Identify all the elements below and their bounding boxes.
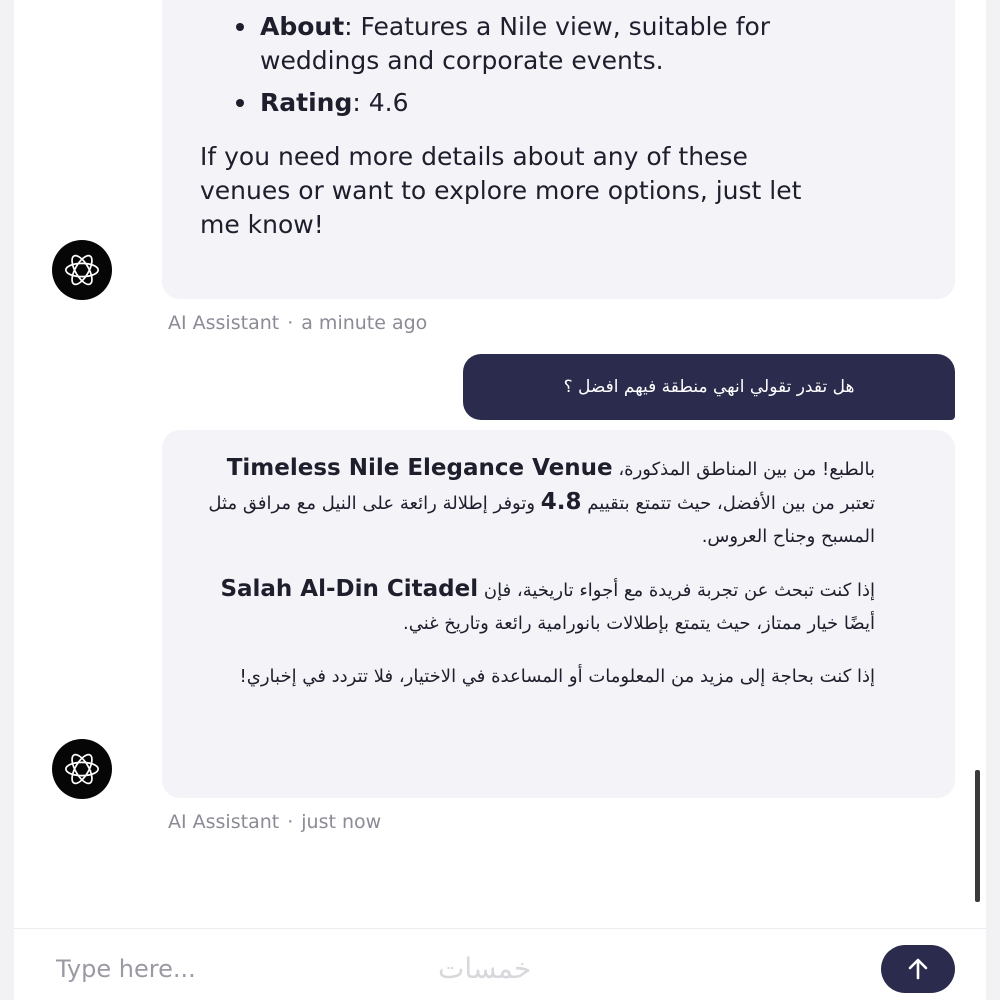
message-input[interactable]: [54, 954, 388, 984]
ai-message-bubble: [162, 0, 955, 299]
sender-name: AI Assistant: [168, 811, 280, 833]
message-meta: [168, 811, 381, 833]
text-run: إذا كنت بحاجة إلى مزيد من المعلومات أو المساعدة في الاختيار، فلا تتردد في إخباري!: [239, 666, 875, 687]
sender-name: AI Assistant: [168, 312, 280, 334]
user-message-text: هل تقدر تقولي انهي منطقة فيهم افضل ؟: [563, 377, 855, 397]
paragraph: [200, 452, 875, 553]
arrow-up-icon: [905, 956, 931, 982]
text-run: أيضًا خيار ممتاز، حيث يتمتع بإطلالات بانورامية رائعة وتاريخ غني.: [403, 613, 875, 634]
venue-detail-list: [162, 10, 820, 120]
atom-icon: [63, 251, 101, 289]
venue-name: Timeless Nile Elegance Venue: [226, 455, 613, 481]
item-label: Rating: [260, 88, 353, 117]
text-run: تعتبر من بين الأفضل، حيث تتمتع بتقييم: [587, 493, 875, 514]
watermark-logo: خمسات: [438, 952, 532, 985]
item-text: : 4.6: [352, 88, 409, 117]
venue-name: Salah Al-Din Citadel: [220, 576, 479, 602]
timestamp: just now: [301, 811, 382, 833]
meta-separator: ·: [287, 312, 294, 334]
text-run: وتوفر إطلالة رائعة على النيل مع مرافق مثل المسبح وجناح العروس.: [208, 493, 875, 547]
right-edge: [986, 0, 1000, 1000]
item-label: About: [260, 12, 345, 41]
item-text: : Features a Nile view, suitable for weddings and corporate events.: [260, 12, 771, 75]
rating-value: 4.8: [540, 489, 582, 515]
message-meta: [168, 312, 427, 334]
message-outro: If you need more details about any of these venues or want to explore more options, just let me know!: [200, 142, 802, 239]
paragraph: [200, 573, 875, 640]
ai-avatar: [52, 739, 112, 799]
ai-avatar: [52, 240, 112, 300]
user-message-bubble: [463, 354, 955, 420]
text-run: إذا كنت تبحث عن تجربة فريدة مع أجواء تاريخية، فإن: [483, 580, 875, 601]
list-item: [260, 86, 820, 120]
left-edge: [0, 0, 14, 1000]
timestamp: a minute ago: [301, 312, 428, 334]
list-item: [260, 10, 820, 78]
meta-separator: ·: [287, 811, 294, 833]
text-run: بالطبع! من بين المناطق المذكورة،: [618, 459, 875, 480]
scrollbar-thumb[interactable]: [975, 770, 980, 902]
send-button[interactable]: [881, 945, 955, 993]
ai-message-bubble: [162, 430, 955, 798]
ai-message-text: [200, 452, 875, 693]
paragraph: [200, 660, 875, 693]
atom-icon: [63, 750, 101, 788]
